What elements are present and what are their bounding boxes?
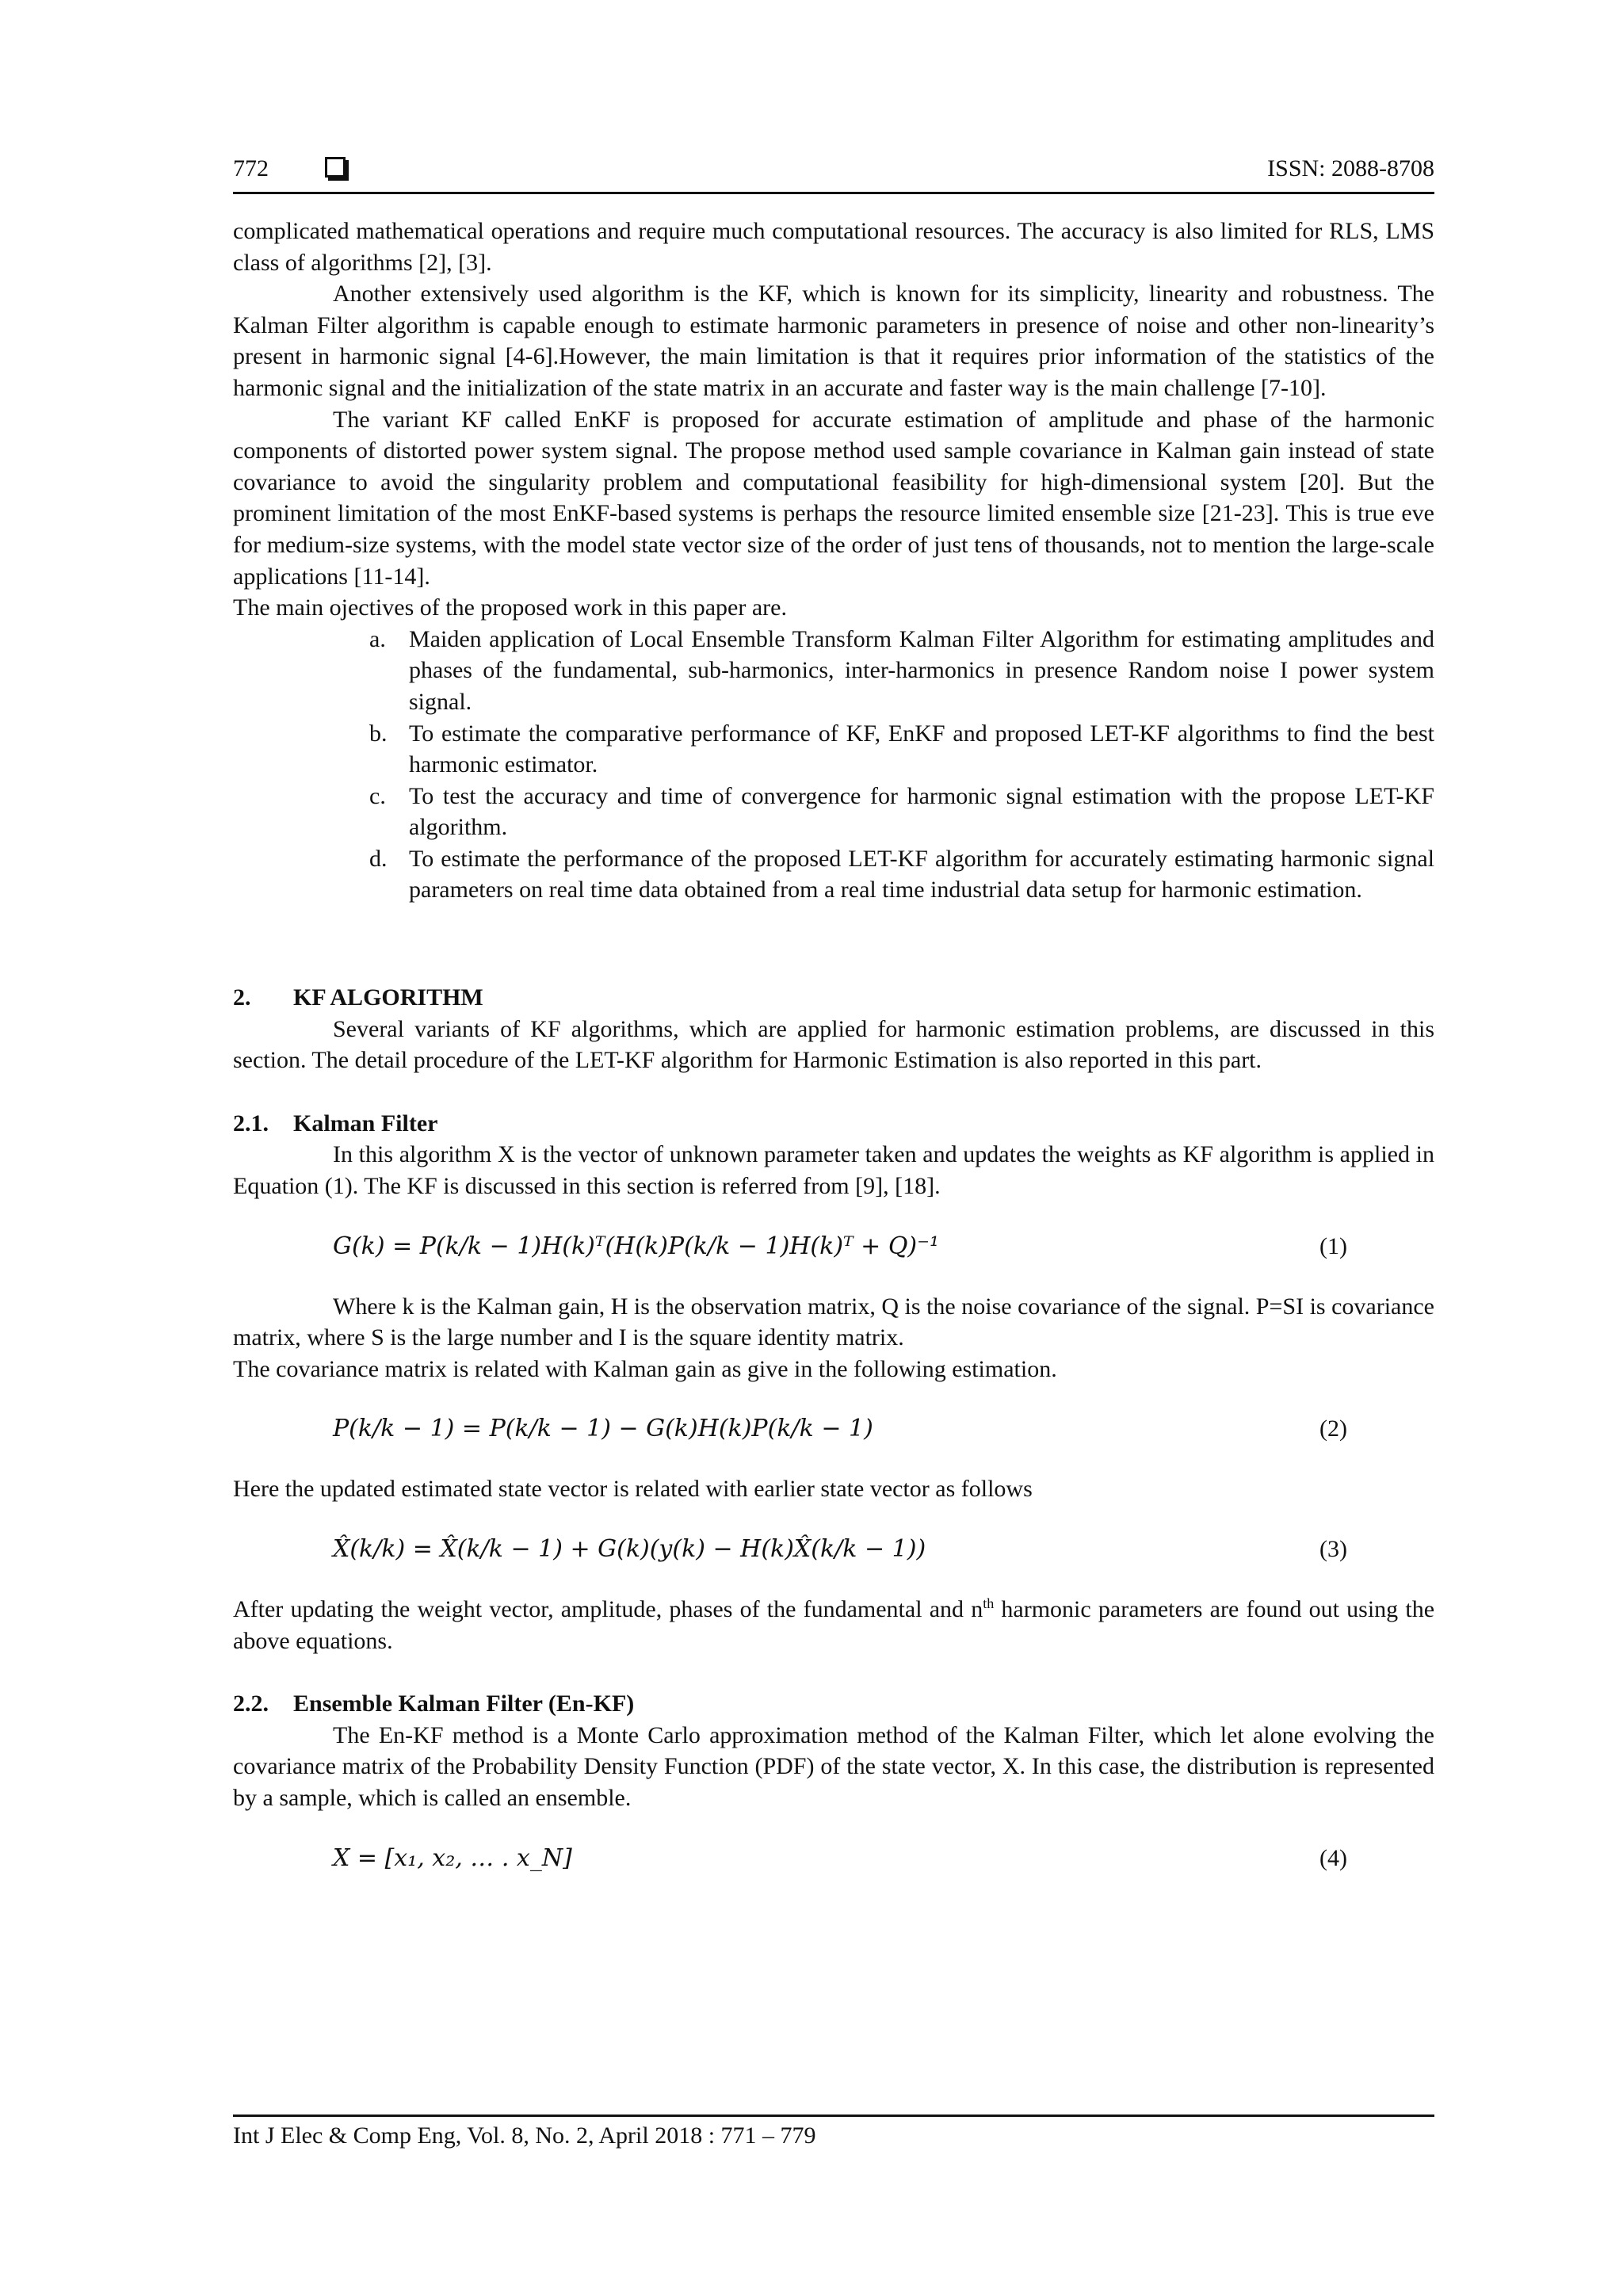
paragraph [233, 1594, 1434, 1656]
equation [233, 1413, 1434, 1445]
list-marker: c. [369, 782, 386, 809]
paragraph: The covariance matrix is related with Kalman gain as give in the following estimation. [233, 1355, 1057, 1382]
subsection-heading [233, 1108, 1434, 1140]
subsection-number: 2.1. [233, 1110, 269, 1137]
equation-number: (3) [1319, 1536, 1347, 1562]
equation-number: (2) [1319, 1415, 1347, 1442]
paragraph: Here the updated estimated state vector is related with earlier state vector as follows [233, 1476, 1033, 1503]
equation-expression: G(k) = P(k/k − 1)H(k)ᵀ(H(k)P(k/k − 1)H(k)ᵀ + Q)⁻¹ [333, 1232, 939, 1260]
list-item-text: To estimate the performance of the proposed LET-KF algorithm for accurately estimating harmonic signal parameters on real time data obtained from a real time industrial data setup for harmonic estimation. [409, 845, 1434, 904]
list-item [369, 718, 1434, 781]
equation-number: (4) [1319, 1844, 1347, 1871]
list-item [369, 624, 1434, 718]
header-divider [233, 192, 1434, 194]
equation-expression: P(k/k − 1) = P(k/k − 1) − G(k)H(k)P(k/k − 1) [333, 1415, 873, 1443]
section-title: KF ALGORITHM [293, 984, 483, 1011]
section-number: 2. [233, 984, 251, 1011]
paragraph: Where k is the Kalman gain, H is the observation matrix, Q is the noise covariance of the signal. P=SI is covariance matrix, where S is the large number and I is the square identity matrix. [233, 1293, 1434, 1351]
list-item-text: Maiden application of Local Ensemble Transform Kalman Filter Algorithm for estimating amplitudes and phases of the fundamental, sub-harmonics, inter-harmonics in presence Random noise I power system signal. [409, 625, 1434, 715]
footer-divider [233, 2115, 1434, 2117]
paragraph: The variant KF called EnKF is proposed for accurate estimation of amplitude and phase of the harmonic components of distorted power system signal. The propose method used sample covariance in Kalman gain instead of state covariance to avoid the singularity problem and computational feasibility for high-dimensional system [20]. But the prominent limitation of the most EnKF-based systems is perhaps the resource limited ensemble size [21-23]. This is true eve for medium-size systems, with the model state vector size of the order of just tens of thousands, not to mention the large-scale applications [11-14]. [233, 406, 1434, 590]
list-item-text: To test the accuracy and time of convergence for harmonic signal estimation with the propose LET-KF algorithm. [409, 782, 1434, 841]
equation [233, 1843, 1434, 1874]
equation [233, 1231, 1434, 1263]
equation-expression: X̂(k/k) = X̂(k/k − 1) + G(k)(y(k) − H(k)X̂(k/k − 1)) [333, 1535, 926, 1563]
subsection-title: Kalman Filter [293, 1110, 438, 1137]
equation [233, 1534, 1434, 1565]
paragraph: Another extensively used algorithm is the KF, which is known for its simplicity, linearity and robustness. The Kalman Filter algorithm is capable enough to estimate harmonic parameters in presence of noise and other non-linearity’s present in harmonic signal [4-6].However, the main limitation is that it requires prior information of the statistics of the harmonic signal and the initialization of the state matrix in an accurate and faster way is the main challenge [7-10]. [233, 281, 1434, 401]
footer-citation: Int J Elec & Comp Eng, Vol. 8, No. 2, April 2018 : 771 – 779 [233, 2122, 816, 2149]
list-item [369, 781, 1434, 843]
subsection-number: 2.2. [233, 1690, 269, 1717]
objectives-list [233, 624, 1434, 906]
list-marker: b. [369, 720, 388, 747]
paragraph: The main ojectives of the proposed work in this paper are. [233, 594, 787, 621]
paragraph: The En-KF method is a Monte Carlo approximation method of the Kalman Filter, which let alone evolving the covariance matrix of the Probability Density Function (PDF) of the state vector, X. In this case, the distribution is represented by a sample, which is called an ensemble. [233, 1721, 1434, 1811]
subsection-heading [233, 1688, 1434, 1720]
superscript: th [983, 1595, 995, 1611]
page-header [233, 155, 1434, 195]
list-item [369, 843, 1434, 906]
issn-label: ISSN: 2088-8708 [1267, 155, 1434, 181]
equation-expression: X = [x₁, x₂, … . x_N] [333, 1843, 572, 1872]
paragraph: In this algorithm X is the vector of unknown parameter taken and updates the weights as KF algorithm is applied in Equation (1). The KF is discussed in this section is referred from [9], [18]. [233, 1141, 1434, 1200]
section-heading [233, 982, 1434, 1014]
square-bullet-icon [325, 157, 346, 178]
paragraph-text: harmonic parameters are found out using the above equations. [233, 1596, 1435, 1654]
page-number: 772 [233, 155, 269, 181]
paragraph-text: After updating the weight vector, amplitude, phases of the fundamental and n [233, 1596, 983, 1622]
paragraph: Several variants of KF algorithms, which are applied for harmonic estimation problems, are discussed in this section. The detail procedure of the LET-KF algorithm for Harmonic Estimation is also reported in this part. [233, 1015, 1434, 1074]
article-body [233, 216, 1434, 1874]
list-marker: a. [369, 625, 386, 652]
list-marker: d. [369, 845, 388, 872]
equation-number: (1) [1319, 1232, 1347, 1259]
paragraph: complicated mathematical operations and require much computational resources. The accuracy is also limited for RLS, LMS class of algorithms [2], [3]. [233, 218, 1434, 276]
subsection-title: Ensemble Kalman Filter (En-KF) [293, 1690, 635, 1717]
list-item-text: To estimate the comparative performance of KF, EnKF and proposed LET-KF algorithms to find the best harmonic estimator. [409, 720, 1434, 778]
